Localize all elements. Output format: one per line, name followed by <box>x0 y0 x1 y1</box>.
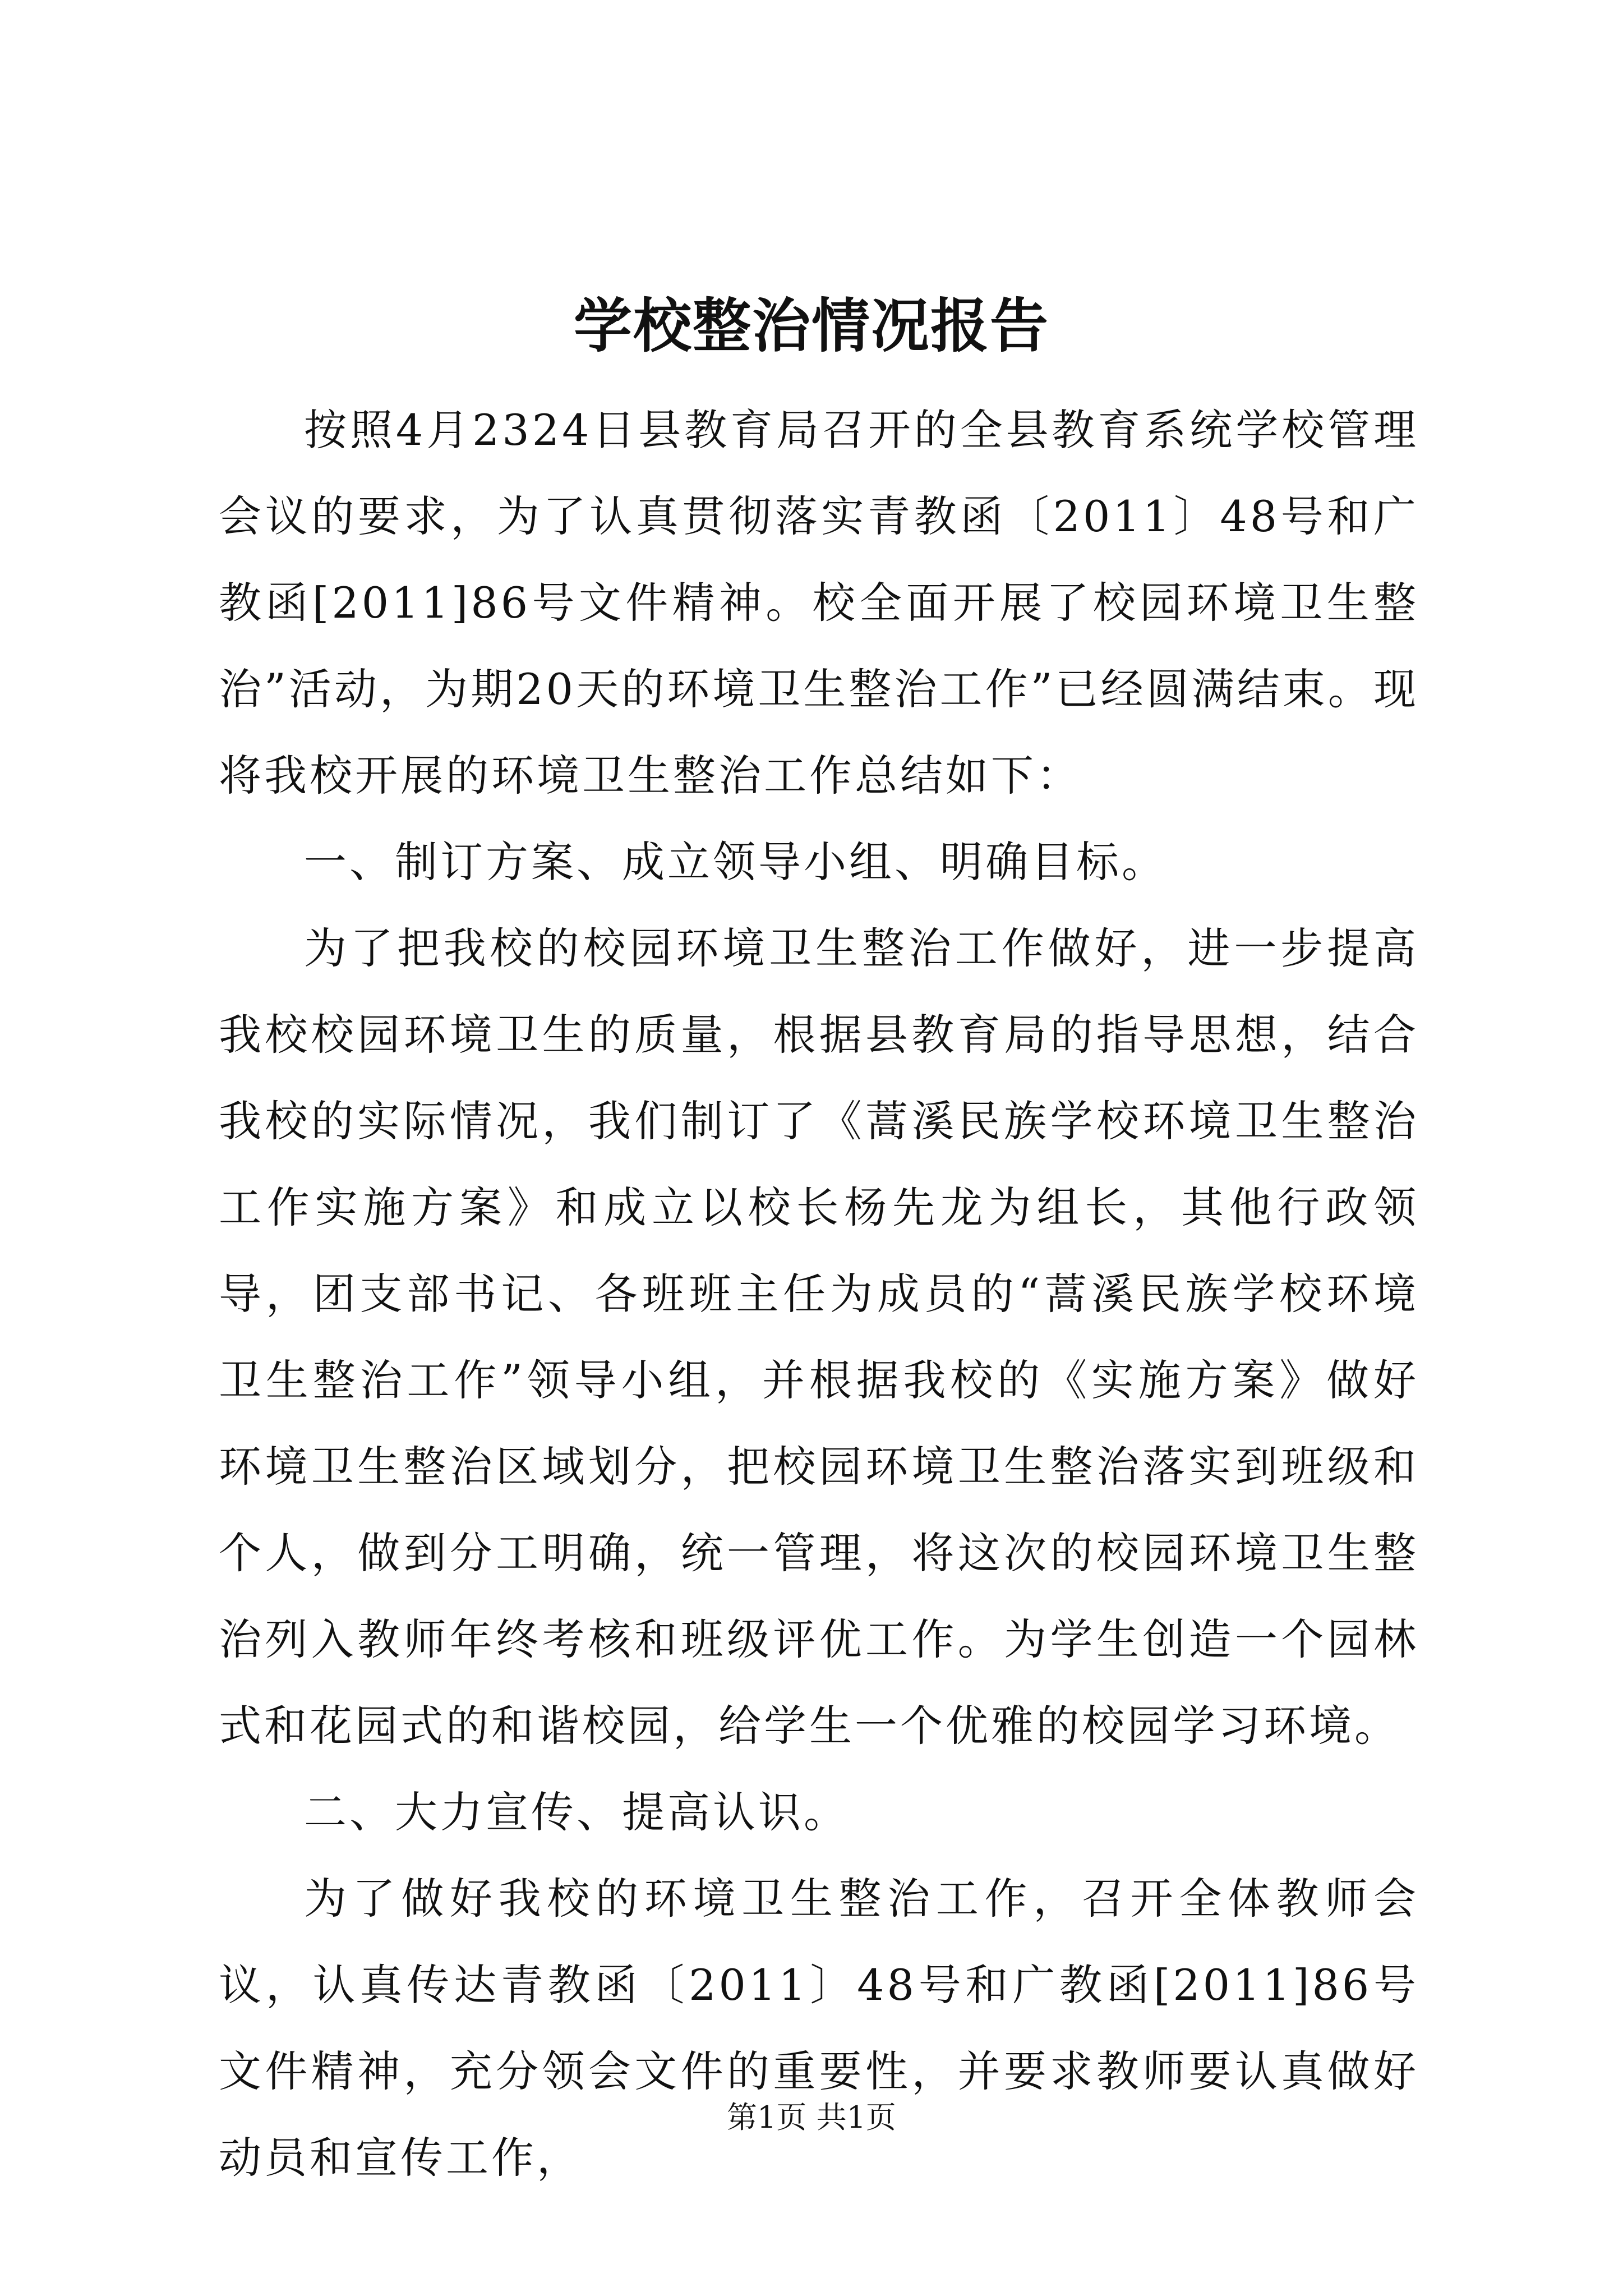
document-body <box>219 387 1419 2201</box>
section-heading-1: 一、制订方案、成立领导小组、明确目标。 <box>304 837 1167 887</box>
page-number-footer: 第1页 共1页 <box>727 2100 896 2135</box>
paragraph-section-2: 为了做好我校的环境卫生整治工作，召开全体教师会议，认真传达青教函〔2011〕48号和广教函[2011]86号文件精神，充分领会文件的重要性，并要求教师要认真做好动员和宣传工作， <box>219 1874 1419 2183</box>
document-title: 学校整治情况报告 <box>573 291 1049 360</box>
paragraph-section-1: 为了把我校的校园环境卫生整治工作做好，进一步提高我校校园环境卫生的质量，根据县教育局的指导思想，结合我校的实际情况，我们制订了《蒿溪民族学校环境卫生整治工作实施方案》和成立以校长杨先龙为组长，其他行政领导，团支部书记、各班班主任为成员的“蒿溪民族学校环境卫生整治工作”领导小组，并根据我校的《实施方案》做好环境卫生整治区域划分，把校园环境卫生整治落实到班级和个人，做到分工明确，统一管理，将这次的校园环境卫生整治列入教师年终考核和班级评优工作。为学生创造一个园林式和花园式的和谐校园，给学生一个优雅的校园学习环境。 <box>219 923 1419 1751</box>
section-heading-2: 二、大力宣传、提高认识。 <box>304 1787 849 1837</box>
paragraph-intro: 按照4月2324日县教育局召开的全县教育系统学校管理会议的要求，为了认真贯彻落实青教函〔2011〕48号和广教函[2011]86号文件精神。校全面开展了校园环境卫生整治”活动，为期20天的环境卫生整治工作”已经圆满结束。现将我校开展的环境卫生整治工作总结如下： <box>219 405 1419 800</box>
